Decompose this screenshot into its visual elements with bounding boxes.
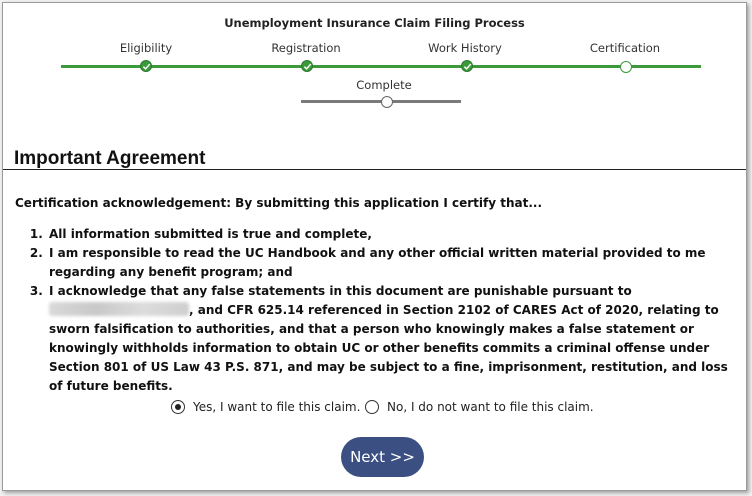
step-label-registration: Registration: [271, 41, 341, 55]
agreement-intro: Certification acknowledgement: By submitting this application I certify that...: [15, 196, 543, 210]
step-label-certification: Certification: [589, 41, 661, 55]
heading-divider: [3, 169, 746, 170]
progress-track: [61, 65, 701, 68]
step-label-work-history: Work History: [428, 41, 502, 55]
step-label-complete: Complete: [356, 78, 412, 92]
checkmark-icon: [303, 62, 312, 71]
checkmark-icon: [463, 62, 472, 71]
radio-yes[interactable]: [171, 400, 185, 414]
page-title: Important Agreement: [14, 148, 206, 169]
step-node-registration: [301, 60, 313, 72]
step-node-certification: [620, 61, 632, 73]
next-button[interactable]: Next >>: [341, 437, 424, 477]
radio-no-label: No, I do not want to file this claim.: [387, 400, 594, 414]
redacted-citation: [49, 302, 189, 316]
radio-yes-label: Yes, I want to file this claim.: [193, 400, 361, 414]
agreement-item-3-text-a: I acknowledge that any false statements in this document are punishable pursuant to: [49, 284, 632, 298]
step-node-complete: [381, 96, 393, 108]
radio-no[interactable]: [365, 400, 379, 414]
radio-option-yes[interactable]: [171, 400, 360, 414]
radio-option-no[interactable]: [365, 400, 594, 414]
step-node-work-history: [461, 60, 473, 72]
agreement-item-2: 2. I am responsible to read the UC Handbook and any other official written material provided to me regarding any benefit program; and: [47, 244, 743, 282]
dialog-frame: [2, 2, 747, 491]
process-title: Unemployment Insurance Claim Filing Process: [224, 16, 525, 30]
step-node-eligibility: [140, 60, 152, 72]
agreement-item-3: [47, 282, 743, 396]
agreement-item-1: 1. All information submitted is true and complete,: [47, 225, 743, 244]
step-label-eligibility: Eligibility: [119, 41, 173, 55]
agreement-item-3-text-b: , and CFR 625.14 referenced in Section 2102 of CARES Act of 2020, relating to sworn falsification to authorities, and that a person who knowingly makes a false statement or knowingly withholds information to obtain UC or other benefits commits a criminal offense under Section 801 of US Law 43 P.S. 871, and may be subject to a fine, imprisonment, restitution, and loss of future benefits.: [49, 303, 728, 393]
checkmark-icon: [142, 62, 151, 71]
agreement-list: [15, 225, 743, 396]
